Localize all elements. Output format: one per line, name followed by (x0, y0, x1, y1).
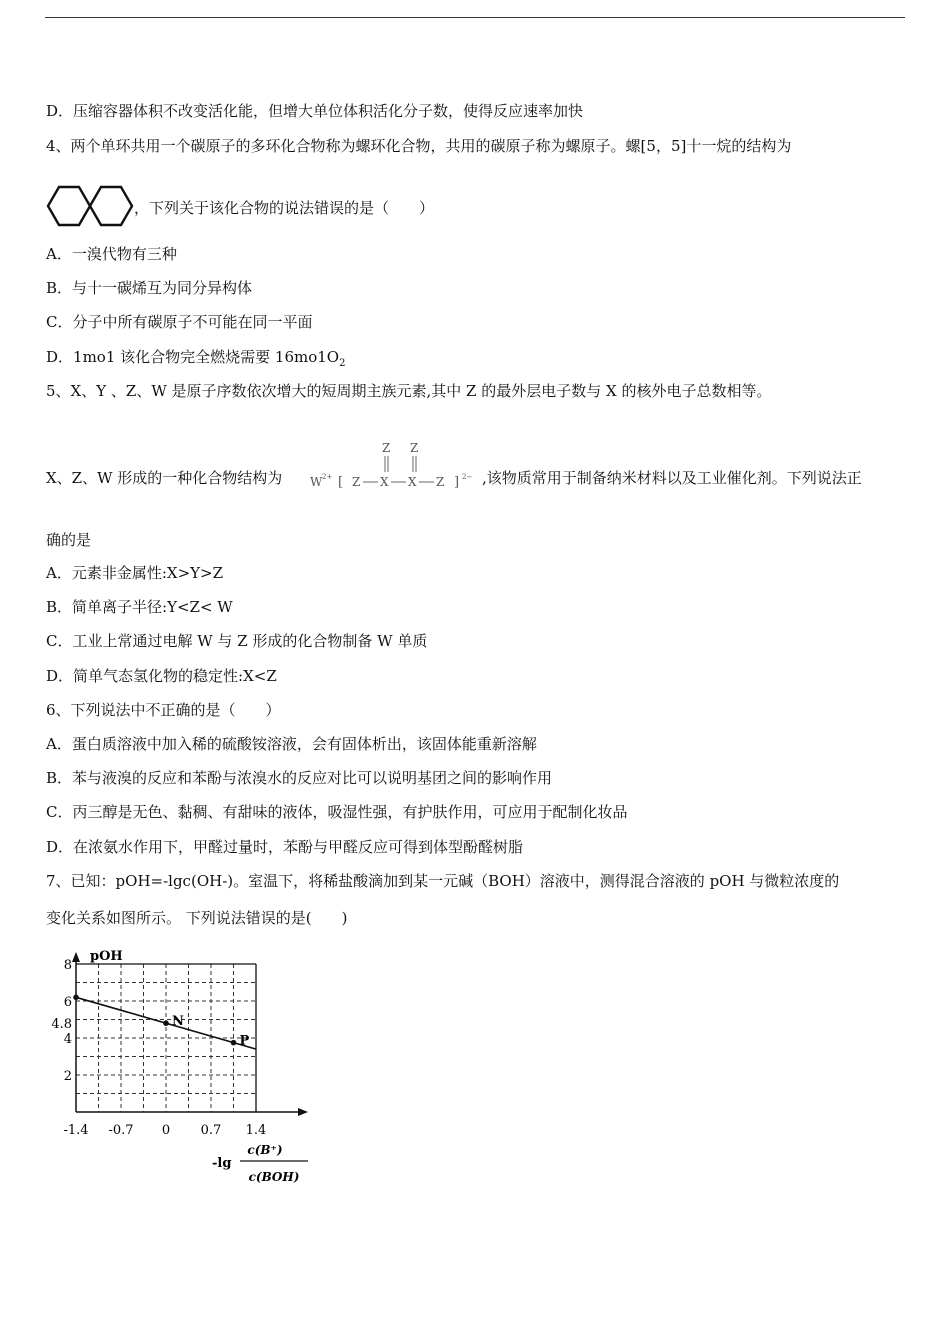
x-axis-label-denominator: c(BOH) (248, 1170, 300, 1184)
q5-stem: 5、X、Y 、Z、W 是原子序数依次增大的短周期主族元素,其中 Z 的最外层电子数与 X 的核外电子总数相等。 (46, 382, 772, 400)
x-axis-label-numerator: c(B⁺) (247, 1143, 283, 1157)
y-tick-label: 4.8 (51, 1017, 72, 1033)
svg-text:]: ] (454, 475, 460, 490)
q5-option-a: A．元素非金属性:X>Y>Z (46, 564, 224, 582)
q6-option-c: C．丙三醇是无色、黏稠、有甜味的液体，吸湿性强，有护肤作用，可应用于配制化妆品 (46, 803, 628, 821)
q3-option-d: D．压缩容器体积不改变活化能，但增大单位体积活化分子数，使得反应速率加快 (46, 102, 584, 120)
x-tick-label: 1.4 (245, 1123, 267, 1138)
q4-stem-cont: ，下列关于该化合物的说法错误的是（ ） (134, 199, 435, 217)
q5-stem-formula-pre: X、Z、W 形成的一种化合物结构为 (46, 469, 283, 487)
y-axis-label: pOH (90, 949, 123, 964)
y-tick-label: 2 (63, 1069, 72, 1084)
chart-ticks (51, 958, 266, 1138)
x-tick-label: 0 (161, 1123, 171, 1138)
y-tick-label: 8 (63, 958, 72, 973)
y-tick-label: 4 (63, 1032, 72, 1047)
spiro-undecane-structure (46, 184, 134, 228)
q6-option-b: B．苯与液溴的反应和苯酚与浓溴水的反应对比可以说明基团之间的影响作用 (46, 769, 553, 787)
x-tick-label: 0.7 (200, 1123, 222, 1138)
svg-text:[: [ (338, 475, 344, 490)
y-axis-arrow (72, 952, 80, 962)
structure-atom-z1: Z (352, 475, 361, 489)
q5-stem-formula-post: ,该物质常用于制备纳米材料以及工业催化剂。下列说法正 (482, 469, 862, 487)
x-axis-arrow (298, 1108, 308, 1116)
q7-stem: 7、已知：pOH=-lgc(OH-)。室温下，将稀盐酸滴加到某一元碱（BOH）溶液中，测得混合溶液的 pOH 与微粒浓度的 (46, 872, 840, 890)
chart-axes (72, 952, 308, 1116)
q5-option-c: C．工业上常通过电解 W 与 Z 形成的化合物制备 W 单质 (46, 632, 428, 650)
top-rule (45, 17, 905, 18)
structure-atom-x1: X (380, 475, 389, 489)
structure-cation: W (310, 475, 323, 489)
q4-stem: 4、两个单环共用一个碳原子的多环化合物称为螺环化合物，共用的碳原子称为螺原子。螺[5，5]十一烷的结构为 (46, 137, 792, 155)
structure-cation-charge: 2+ (322, 473, 333, 481)
y-tick-label: 6 (63, 995, 72, 1010)
point-p (231, 1040, 237, 1046)
q4-option-d: D．1mo1 该化合物完全燃烧需要 $16mo1O_2$ (46, 348, 346, 369)
x-tick-label: -1.4 (63, 1123, 89, 1138)
q4-option-b: B．与十一碳烯互为同分异构体 (46, 279, 253, 297)
q5-stem-end: 确的是 (46, 531, 92, 549)
point-label-n: N (172, 1014, 184, 1030)
q4-option-a: A．一溴代物有三种 (46, 245, 177, 263)
q5-option-b: B．简单离子半径:Y<Z< W (46, 598, 233, 616)
q7-stem-cont: 变化关系如图所示。 下列说法错误的是( ) (46, 909, 348, 927)
chart-grid (76, 964, 256, 1112)
structure-top-z2: Z (410, 441, 419, 455)
x-axis-label-prefix: -lg (212, 1156, 232, 1171)
x-tick-label: -0.7 (108, 1123, 134, 1138)
poh-chart (40, 940, 330, 1190)
q6-option-a: A．蛋白质溶液中加入稀的硫酸铵溶液，会有固体析出，该固体能重新溶解 (46, 735, 537, 753)
series-start-point (73, 995, 79, 1001)
structure-anion-charge: 2− (462, 473, 473, 481)
anion-structure (308, 440, 484, 496)
q5-option-d: D．简单气态氢化物的稳定性:X<Z (46, 667, 277, 685)
structure-atom-z2: Z (436, 475, 445, 489)
structure-atom-x2: X (408, 475, 417, 489)
point-label-p: P (239, 1033, 250, 1049)
structure-top-z1: Z (382, 441, 391, 455)
q6-option-d: D．在浓氨水作用下，甲醛过量时，苯酚与甲醛反应可得到体型酚醛树脂 (46, 838, 524, 856)
point-n (163, 1020, 169, 1026)
q6-stem: 6、下列说法中不正确的是（ ） (46, 701, 281, 719)
q4-option-c: C．分子中所有碳原子不可能在同一平面 (46, 313, 313, 331)
